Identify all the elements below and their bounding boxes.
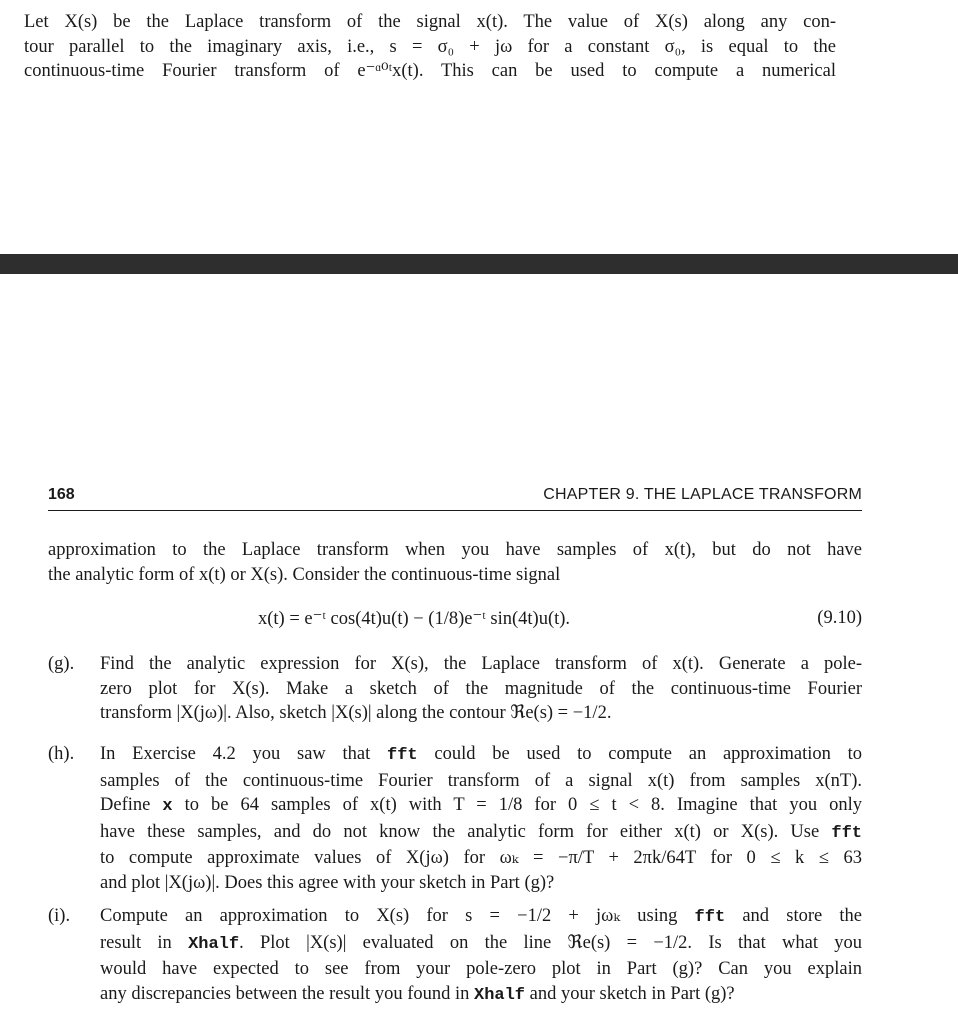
- text-line: [100, 742, 862, 769]
- item-body: [100, 742, 862, 895]
- text-span: could be used to compute an approximation to: [417, 744, 863, 764]
- text-span: result in: [100, 932, 189, 953]
- text-line: continuous-time Fourier transform of e⁻ᵅ⁰ᵗx(t). This can be used to compute a numerical: [24, 61, 836, 81]
- text-line: and plot |X(jω)|. Does this agree with your sketch in Part (g)?: [100, 872, 555, 893]
- exercise-item-h: [48, 742, 863, 893]
- code-fft: fft: [694, 908, 726, 927]
- text-line: would have expected to see from your pole-zero plot in Part (g)? Can you explain: [100, 959, 862, 979]
- text-line: Let X(s) be the Laplace transform of the signal x(t). The value of X(s) along any con-: [24, 12, 836, 32]
- text-line: zero plot for X(s). Make a sketch of the magnitude of the continuous-time Fourier: [100, 678, 862, 699]
- item-label: (h).: [48, 744, 75, 764]
- text-line: [100, 904, 862, 931]
- item-label: (g).: [48, 654, 75, 674]
- text-span: Compute an approximation to X(s) for s = −1/2 + jωₖ using: [100, 906, 695, 926]
- exercise-item-g: [48, 652, 862, 726]
- exercise-item-i: [48, 904, 862, 1004]
- item-label: (i).: [48, 906, 71, 926]
- code-xhalf: Xhalf: [188, 934, 240, 954]
- text-line: to compute approximate values of X(jω) for ωₖ = −π/T + 2πk/64T for 0 ≤ k ≤ 63: [100, 848, 862, 868]
- text-span: and store the: [725, 906, 862, 926]
- text-span: to be 64 samples of x(t) with T = 1/8 for 0 ≤ t < 8. Imagine that you only: [172, 795, 862, 815]
- code-x: x: [162, 797, 173, 816]
- running-header: [48, 484, 862, 511]
- text-line: [100, 931, 862, 958]
- text-line: tour parallel to the imaginary axis, i.e., s = σ₀ + jω for a constant σ₀, is equal to the: [24, 36, 836, 57]
- item-body: [100, 652, 862, 726]
- equation-number: (9.10): [817, 608, 862, 628]
- equation-9-10: [48, 608, 862, 634]
- chapter-title: CHAPTER 9. THE LAPLACE TRANSFORM: [543, 486, 862, 503]
- text-line: approximation to the Laplace transform when you have samples of x(t), but do not have: [48, 540, 862, 560]
- text-span: In Exercise 4.2 you saw that: [100, 744, 388, 764]
- text-span: . Plot |X(s)| evaluated on the line ℜe(s) = −1/2. Is that what you: [239, 932, 863, 953]
- text-span: any discrepancies between the result you found in: [100, 983, 474, 1004]
- text-line: the analytic form of x(t) or X(s). Consider the continuous-time signal: [48, 564, 561, 585]
- item-body: [100, 904, 862, 1008]
- text-line: [100, 820, 862, 847]
- code-xhalf: Xhalf: [474, 985, 526, 1005]
- text-line: Find the analytic expression for X(s), the Laplace transform of x(t). Generate a pole-: [100, 654, 862, 674]
- intro-paragraph: [48, 538, 862, 587]
- text-span: have these samples, and do not know the analytic form for either x(t) or X(s). Use: [100, 821, 832, 842]
- text-line: [100, 982, 862, 1009]
- page-number: 168: [48, 486, 75, 503]
- page-divider-bar: [0, 254, 958, 274]
- top-paragraph: [24, 10, 836, 84]
- code-fft: fft: [831, 823, 862, 843]
- code-fft: fft: [387, 746, 418, 765]
- text-line: [100, 793, 862, 820]
- text-span: Define: [100, 795, 163, 815]
- equation-formula: x(t) = e⁻ᵗ cos(4t)u(t) − (1/8)e⁻ᵗ sin(4t)u(t).: [258, 609, 571, 629]
- text-line: samples of the continuous-time Fourier transform of a signal x(t) from samples x(nT).: [100, 770, 862, 791]
- text-line: transform |X(jω)|. Also, sketch |X(s)| along the contour ℜe(s) = −1/2.: [100, 703, 612, 723]
- text-span: and your sketch in Part (g)?: [525, 983, 735, 1004]
